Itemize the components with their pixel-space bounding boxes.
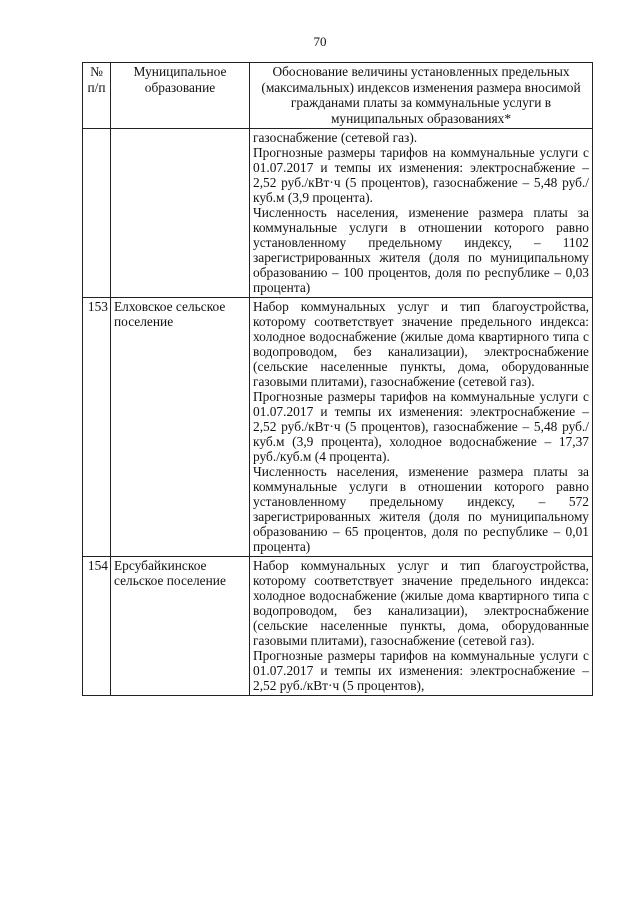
row-justification [250, 298, 593, 557]
row-paragraph: Численность населения, изменение размера платы за коммунальные услуги в отношении которого равно установленному предельному индексу, – 1102 зарегистрированных жителя (доля по муниципальному образованию – 100 процентов, доля по республике – 0,03 процента) [253, 205, 589, 295]
row-justification [250, 129, 593, 298]
table-row [83, 129, 593, 298]
row-municipality: Елховское сельское поселение [111, 298, 250, 557]
row-paragraph: Набор коммунальных услуг и тип благоустройства, которому соответствует значение предельного индекса: холодное водоснабжение (жилые дома квартирного типа с водопроводом, без канализации), электроснабжение (сельские населенные пункты, дома, оборудованные газовыми плитами), газоснабжение (сетевой газ). [253, 299, 589, 389]
table-row [83, 557, 593, 696]
row-number: 153 [83, 298, 111, 557]
row-paragraph: Прогнозные размеры тарифов на коммунальные услуги с 01.07.2017 и темпы их изменения: электроснабжение – 2,52 руб./кВт·ч (5 процентов), газоснабжение – 5,48 руб./куб.м (3,9 процента). [253, 145, 589, 205]
page-number: 70 [313, 34, 327, 49]
table-row [83, 298, 593, 557]
row-justification [250, 557, 593, 696]
row-municipality: Ерсубайкинское сельское поселение [111, 557, 250, 696]
header-municipality: Муниципальное образование [111, 63, 250, 129]
row-paragraph: Численность населения, изменение размера платы за коммунальные услуги в отношении которого равно установленному предельному индексу, – 572 зарегистрированных жителя (доля по муниципальному образованию – 65 процентов, доля по республике – 0,01 процента) [253, 464, 589, 554]
row-number: 154 [83, 557, 111, 696]
table-header-row [83, 63, 593, 129]
row-municipality [111, 129, 250, 298]
tariff-table [82, 62, 593, 696]
header-number: № п/п [83, 63, 111, 129]
row-paragraph: Прогнозные размеры тарифов на коммунальные услуги с 01.07.2017 и темпы их изменения: электроснабжение – 2,52 руб./кВт·ч (5 процентов), [253, 648, 589, 693]
row-paragraph: газоснабжение (сетевой газ). [253, 130, 418, 145]
row-paragraph: Прогнозные размеры тарифов на коммунальные услуги с 01.07.2017 и темпы их изменения: электроснабжение – 2,52 руб./кВт·ч (5 процентов), газоснабжение – 5,48 руб./куб.м (3,9 процента), холодное водоснабжение – 17,37 руб./куб.м (4 процента). [253, 389, 589, 464]
row-number [83, 129, 111, 298]
header-justification: Обоснование величины установленных предельных (максимальных) индексов изменения размера вносимой гражданами платы за коммунальные услуги в муниципальных образованиях* [250, 63, 593, 129]
row-paragraph: Набор коммунальных услуг и тип благоустройства, которому соответствует значение предельного индекса: холодное водоснабжение (жилые дома квартирного типа с водопроводом, без канализации), электроснабжение (сельские населенные пункты, дома, оборудованные газовыми плитами), газоснабжение (сетевой газ). [253, 558, 589, 648]
